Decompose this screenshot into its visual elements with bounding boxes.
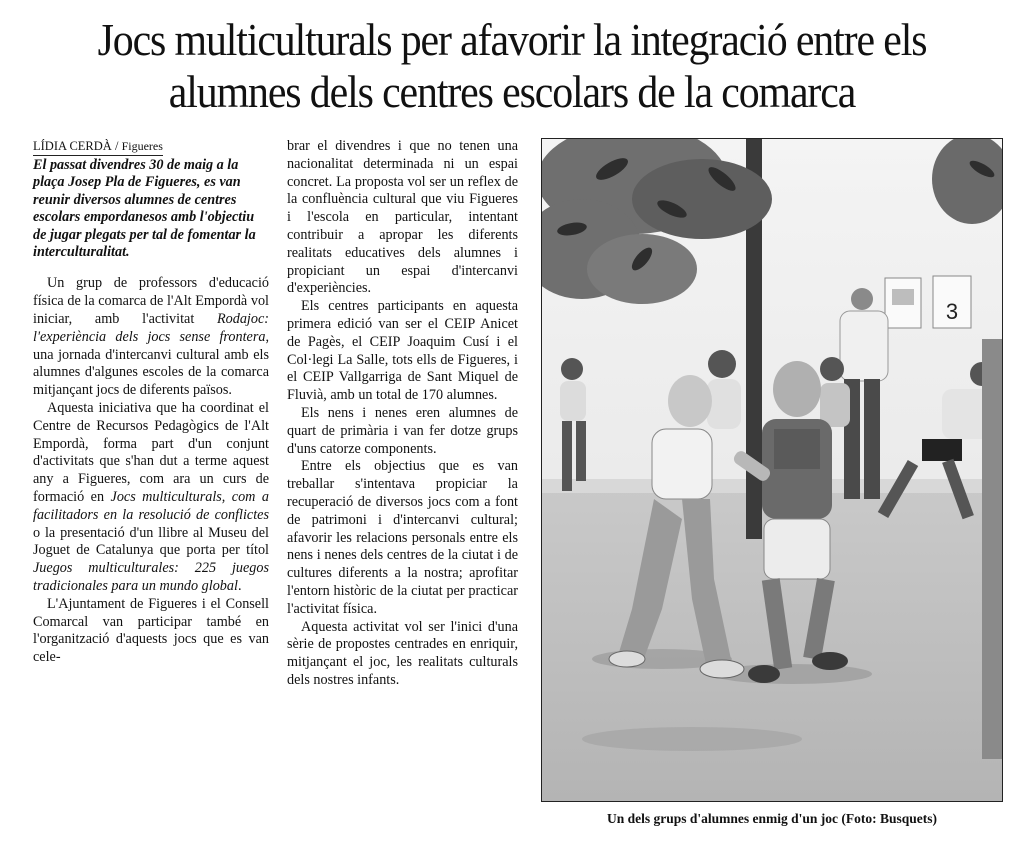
photo-caption: Un dels grups d'alumnes enmig d'un joc (Foto: Busquets) [606,811,938,826]
article-column-2 [287,138,518,690]
paragraph: Un grup de professors d'educació física de la comarca de l'Alt Empordà vol iniciar, amb l'activitat Rodajoc: l'experiència dels jocs sense frontera, una jornada d'intercanvi cultural amb els alumnes d'algunes escoles de la comarca mitjançant jocs de diferents països. [33,275,269,399]
book-title: Juegos multiculturales: 225 juegos tradicionales para un mundo global [33,560,269,594]
paragraph: Els nens i nenes eren alumnes de quart de primària i van fer dotze grups d'uns catorze components. [287,404,518,457]
activity-name: Rodajoc: l'experiència dels jocs sense frontera [33,311,269,345]
article-column-1 [33,138,269,667]
headline [54,14,969,118]
paragraph: L'Ajuntament de Figueres i el Consell Comarcal van participar també en l'organització d'aquests jocs que es van cele- [33,595,269,666]
course-title: Jocs multiculturals, com a facilitadors en la resolució de conflictes [33,489,269,523]
paragraph: Entre els objectius que es van treballar s'intentava propiciar la recuperació de diversos jocs com a font de patrimoni i d'intercanvi cultural; afavorir les relacions personals entre els nens i nenes dels centres de la ciutat i de cultures diferents a la nostra; aprofitar l'entorn històric de la ciutat per practicar l'activitat física. [287,458,518,617]
paragraph: Els centres participants en aquesta primera edició van ser el CEIP Anicet de Pagès, el CEIP Joaquim Cusí i el Col·legi La Salle, tots ells de Figueres, i el CEIP Vallgarriga de Sant Miquel de Fluvià, amb un total de 170 alumnes. [287,298,518,404]
byline: LÍDIA CERDÀ / Figueres [33,139,163,156]
headline-line-1: Jocs multiculturals per afavorir la integració entre els [97,15,927,65]
byline-place: Figueres [121,139,163,153]
wall-sign-number: 3 [945,299,959,324]
paragraph: Aquesta iniciativa que ha coordinat el Centre de Recursos Pedagògics de l'Alt Empordà, forma part d'un conjunt d'activitats que s'han dut a terme aquest any a Figueres, com ara un curs de formació en Jocs multiculturals, com a facilitadors en la resolució de conflictes o la presentació d'un llibre al Museu del Joguet de Catalunya que porta per títol Juegos multiculturales: 225 juegos tradicionales para un mundo global. [33,400,269,594]
lead-paragraph: El passat divendres 30 de maig a la plaça Josep Pla de Figueres, es van reunir diversos alumnes de centres escolars empordanesos amb l'objectiu de jugar plegats per tal de fomentar la interculturalitat. [33,157,256,261]
paragraph: brar el divendres i que no tenen una nacionalitat determinada ni un espai concret. La proposta vol ser un reflex de la confluència cultural que viu Figueres i l'escola en particular, intentant contribuir a apropar les diferents realitats educatives dels alumnes i propiciant un espai d'intercanvi d'experiències. [287,138,518,297]
headline-line-2: alumnes dels centres escolars de la comarca [168,67,856,117]
news-photo [541,138,1003,802]
byline-author: LÍDIA CERDÀ [33,139,112,153]
paragraph: Aquesta activitat vol ser l'inici d'una sèrie de propostes centrades en enriquir, mitjançant el joc, les realitats culturals dels nostres infants. [287,618,518,688]
